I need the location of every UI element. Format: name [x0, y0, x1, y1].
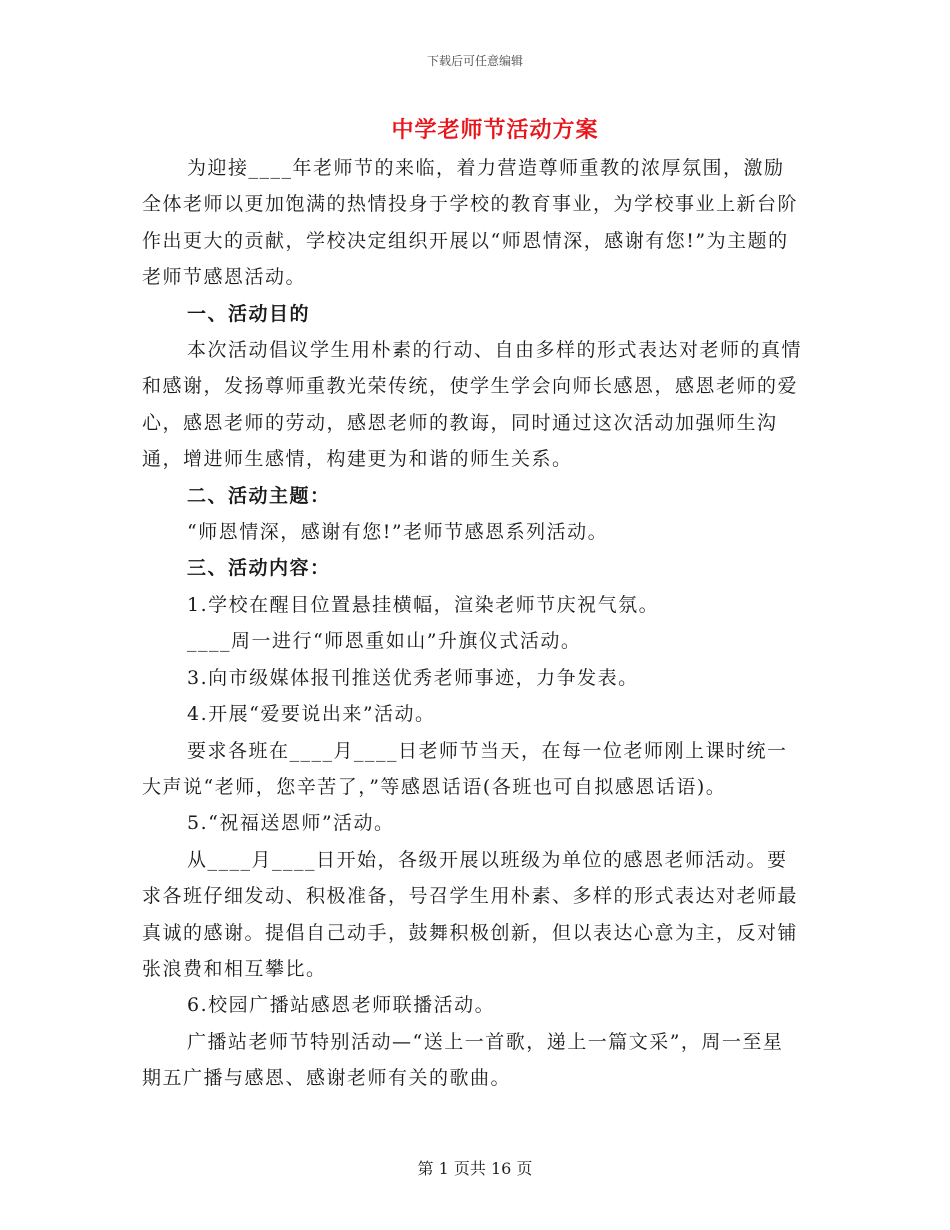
content-item-1: 1.学校在醒目位置悬挂横幅，渲染老师节庆祝气氛。: [187, 593, 660, 616]
content-item-4: 4.开展“爱要说出来”活动。: [187, 703, 436, 726]
page-footer: 第 1 页共 16 页: [417, 1159, 533, 1178]
content-item-4-detail: 要求各班在____月____日老师节当天，在每一位老师刚上课时统一大声说“老师，您辛苦了，”等感恩话语(各班也可自拟感恩话语)。: [142, 739, 788, 798]
intro-paragraph: 为迎接____年老师节的来临，着力营造尊师重教的浓厚氛围，激励全体老师以更加饱满的热情投身于学校的教育事业，为学校事业上新台阶作出更大的贡献，学校决定组织开展以“师恩情深，感谢有您!”为主题的老师节感恩活动。: [142, 157, 799, 289]
content-item-5: 5.“祝福送恩师”活动。: [187, 812, 395, 835]
content-item-2: ____周一进行“师恩重如山”升旗仪式活动。: [187, 630, 582, 653]
section-heading-purpose: 一、活动目的: [187, 302, 311, 325]
document-body: [142, 150, 802, 1097]
section-heading-theme: 二、活动主题：: [187, 484, 331, 507]
content-item-3: 3.向市级媒体报刊推送优秀老师事迹，力争发表。: [187, 666, 639, 689]
section-body-theme: “师恩情深，感谢有您!”老师节感恩系列活动。: [187, 521, 609, 544]
content-item-5-detail: 从____月____日开始，各级开展以班级为单位的感恩老师活动。要求各班仔细发动、积极准备，号召学生用朴素、多样的形式表达对老师最真诚的感谢。提倡自己动手，鼓舞积极创新，但以表达心意为主，反对铺张浪费和相互攀比。: [142, 848, 799, 980]
page-title: 中学老师节活动方案: [391, 117, 599, 143]
content-item-6: 6.校园广播站感恩老师联播活动。: [187, 994, 496, 1017]
content-item-6-detail: 广播站老师节特别活动—“送上一首歌，递上一篇文采”，周一至星期五广播与感恩、感谢老师有关的歌曲。: [142, 1030, 784, 1090]
section-body-purpose: 本次活动倡议学生用朴素的行动、自由多样的形式表达对老师的真情和感谢，发扬尊师重教光荣传统，使学生学会向师长感恩，感恩老师的爱心，感恩老师的劳动，感恩老师的教诲，同时通过这次活动加强师生沟通，增进师生感情，构建更为和谐的师生关系。: [142, 339, 803, 471]
header-note: 下载后可任意编辑: [426, 54, 523, 68]
section-heading-content: 三、活动内容：: [187, 557, 331, 580]
